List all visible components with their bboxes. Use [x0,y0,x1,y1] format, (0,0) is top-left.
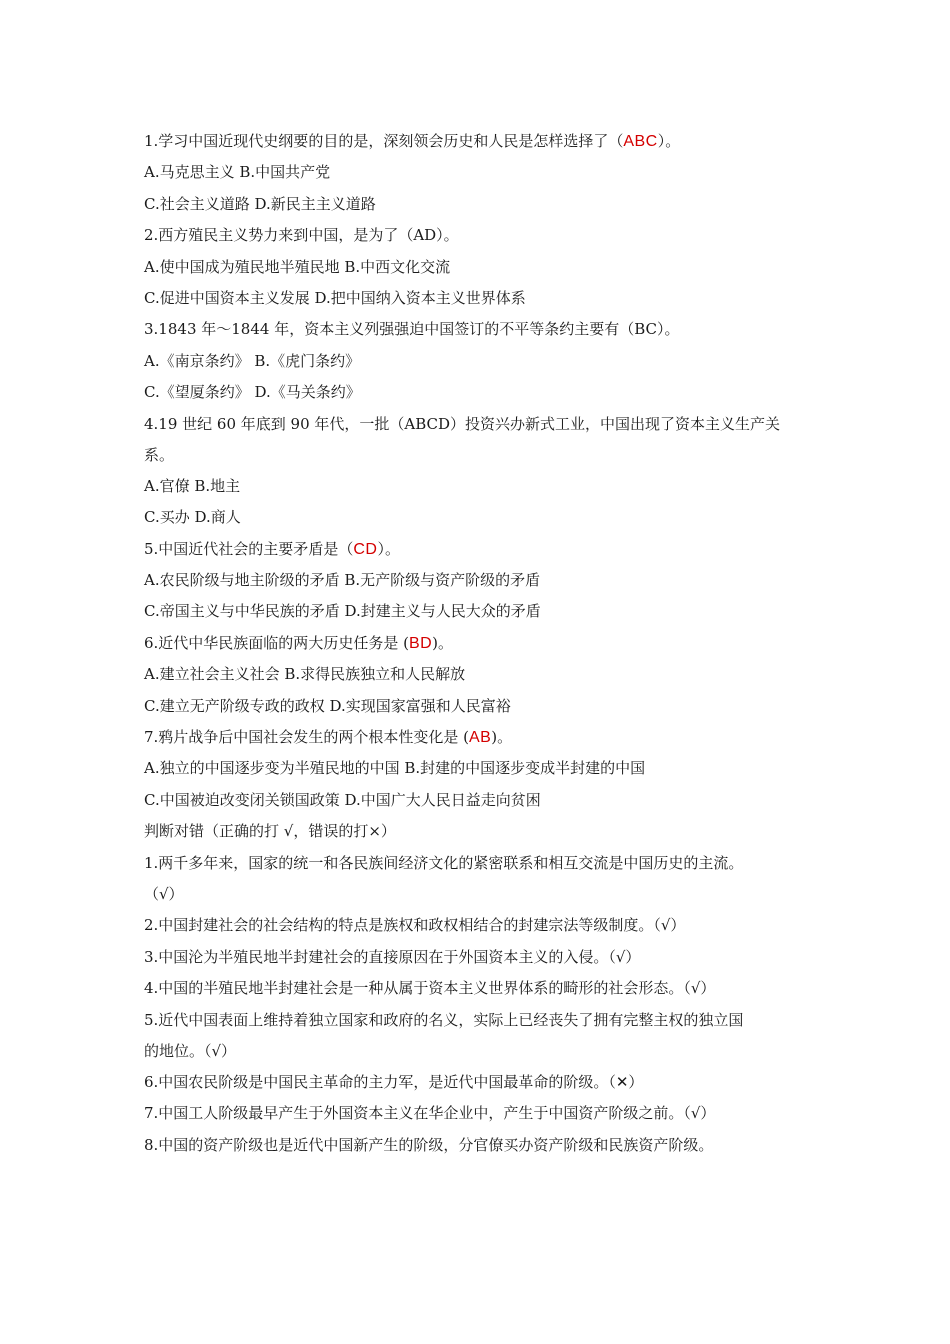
question-2: 2.西方殖民主义势力来到中国，是为了（AD）。 [144,226,459,245]
question-text-end: )。 [432,633,454,652]
option-line: C.帝国主义与中华民族的矛盾 D.封建主义与人民大众的矛盾 [144,602,541,621]
judge-item-1: 1.两千多年来，国家的统一和各民族间经济文化的紧密联系和相互交流是中国历史的主流。 [144,853,744,872]
judge-item-8: 8.中国的资产阶级也是近代中国新产生的阶级，分官僚买办资产阶级和民族资产阶级。 [144,1135,714,1154]
option-line: C.社会主义道路 D.新民主主义道路 [144,194,376,213]
judge-item-7: 7.中国工人阶级最早产生于外国资本主义在华企业中，产生于中国资产阶级之前。（√） [144,1104,716,1123]
question-4-continuation: 系。 [144,445,175,464]
question-1 [144,126,812,157]
question-text: 1.学习中国近现代史纲要的目的是，深刻领会历史和人民是怎样选择了（ [144,132,624,150]
judge-item-5-continuation: 的地位。（√） [144,1041,237,1060]
answer-highlight: BD [408,634,433,652]
option-line: C.买办 D.商人 [144,508,241,527]
option-line: A.《南京条约》 B.《虎门条约》 [144,351,361,370]
judge-item-1-answer: （√） [144,884,184,903]
judge-item-4: 4.中国的半殖民地半封建社会是一种从属于资本主义世界体系的畸形的社会形态。（√） [144,979,716,998]
question-text: 6.近代中华民族面临的两大历史任务是 ( [144,633,409,652]
section-heading-judge: 判断对错（正确的打 √，错误的打×） [144,822,396,841]
question-3: 3.1843 年～1844 年，资本主义列强强迫中国签订的不平等条约主要有（BC）。 [144,320,680,339]
option-line: A.建立社会主义社会 B.求得民族独立和人民解放 [144,665,466,684]
answer-highlight: ABC [623,133,658,150]
question-5 [144,534,812,565]
answer-highlight: AB [468,729,492,747]
question-6 [144,628,812,659]
question-7 [144,722,812,753]
question-text-end: ）。 [377,539,400,558]
option-line: C.建立无产阶级专政的政权 D.实现国家富强和人民富裕 [144,696,511,715]
judge-item-3: 3.中国沦为半殖民地半封建社会的直接原因在于外国资本主义的入侵。（√） [144,947,641,966]
judge-item-6: 6.中国农民阶级是中国民主革命的主力军，是近代中国最革命的阶级。（✕） [144,1072,644,1091]
question-text-end: )。 [491,728,513,747]
document-body [144,126,812,1161]
option-line: A.马克思主义 B.中国共产党 [144,163,331,182]
option-line: C.中国被迫改变闭关锁国政策 D.中国广大人民日益走向贫困 [144,790,541,809]
judge-item-5: 5.近代中国表面上维持着独立国家和政府的名义，实际上已经丧失了拥有完整主权的独立国 [144,1010,744,1029]
option-line: A.农民阶级与地主阶级的矛盾 B.无产阶级与资产阶级的矛盾 [144,571,541,590]
option-line: A.官僚 B.地主 [144,476,241,495]
option-line: A.独立的中国逐步变为半殖民地的中国 B.封建的中国逐步变成半封建的中国 [144,759,646,778]
question-text: 7.鸦片战争后中国社会发生的两个根本性变化是 ( [144,728,469,747]
question-text: 5.中国近代社会的主要矛盾是（ [144,539,354,558]
option-line: C.促进中国资本主义发展 D.把中国纳入资本主义世界体系 [144,288,526,307]
question-text-end: ）。 [657,132,681,150]
option-line: A.使中国成为殖民地半殖民地 B.中西文化交流 [144,257,451,276]
answer-highlight: CD [353,540,378,558]
judge-item-2: 2.中国封建社会的社会结构的特点是族权和政权相结合的封建宗法等级制度。（√） [144,916,686,935]
option-line: C.《望厦条约》 D.《马关条约》 [144,383,361,402]
question-4: 4.19 世纪 60 年底到 90 年代，一批（ABCD）投资兴办新式工业，中国出现了资本主义生产关 [144,414,781,433]
